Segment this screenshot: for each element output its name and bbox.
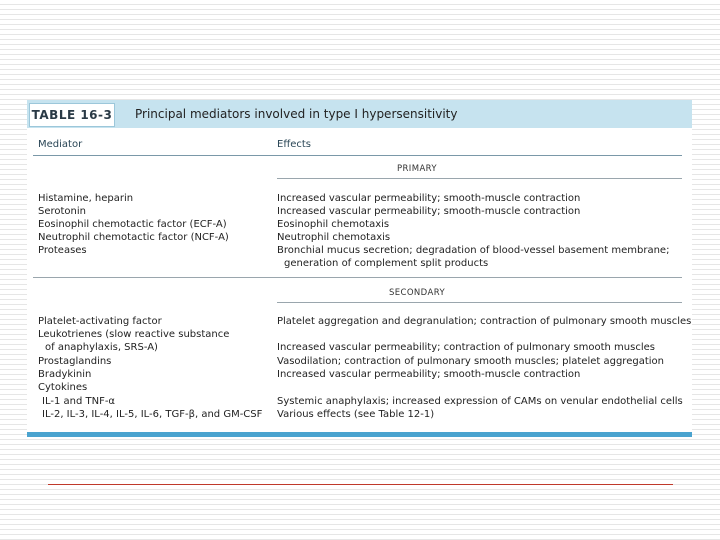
table-caption: Principal mediators involved in type I hypersensitivity [135,107,458,121]
mediator-cell-continued: of anaphylaxis, SRS-A) [45,342,158,353]
mediator-cell-sub: IL-1 and TNF-α [42,396,116,407]
mediator-cell: Proteases [38,245,87,256]
effects-cell: Eosinophil chemotaxis [277,219,390,230]
section-label-secondary: SECONDARY [388,288,446,298]
effects-column-header: Effects [277,139,311,150]
table-number: TABLE 16-3 [29,103,115,127]
section-divider [33,277,682,278]
table-bottom-bar [27,432,692,437]
effects-cell: Platelet aggregation and degranulation; contraction of pulmonary smooth muscles [277,316,692,327]
mediator-cell: Platelet-activating factor [38,316,162,327]
mediator-cell: Prostaglandins [38,356,112,367]
mediator-cell: Leukotrienes (slow reactive substance [38,329,230,340]
effects-cell: Increased vascular permeability; contraction of pulmonary smooth muscles [277,342,655,353]
table-title-bar [27,100,692,128]
effects-cell: Various effects (see Table 12-1) [277,409,435,420]
effects-cell: Increased vascular permeability; smooth-muscle contraction [277,206,581,217]
mediator-cell: Neutrophil chemotactic factor (NCF-A) [38,232,229,243]
mediator-cell: Histamine, heparin [38,193,134,204]
mediator-cell: Bradykinin [38,369,92,380]
mediator-cell: Cytokines [38,382,88,393]
mediator-cell: Eosinophil chemotactic factor (ECF-A) [38,219,227,230]
effects-cell: Systemic anaphylaxis; increased expression of CAMs on venular endothelial cells [277,396,683,407]
table-figure [27,100,692,438]
section-rule [277,302,682,303]
mediator-cell: Serotonin [38,206,87,217]
header-rule [33,155,682,156]
effects-cell: Increased vascular permeability; smooth-muscle contraction [277,369,581,380]
effects-cell: Neutrophil chemotaxis [277,232,391,243]
mediator-column-header: Mediator [38,139,83,150]
effects-cell: Increased vascular permeability; smooth-muscle contraction [277,193,581,204]
slide-footer-rule [48,484,673,485]
effects-cell-continued: generation of complement split products [284,258,489,269]
section-rule [277,178,682,179]
effects-cell: Vasodilation; contraction of pulmonary smooth muscles; platelet aggregation [277,356,664,367]
section-label-primary: PRIMARY [396,164,438,174]
mediator-cell-sub: IL-2, IL-3, IL-4, IL-5, IL-6, TGF-β, and GM-CSF [42,409,263,420]
effects-cell: Bronchial mucus secretion; degradation of blood-vessel basement membrane; [277,245,670,256]
